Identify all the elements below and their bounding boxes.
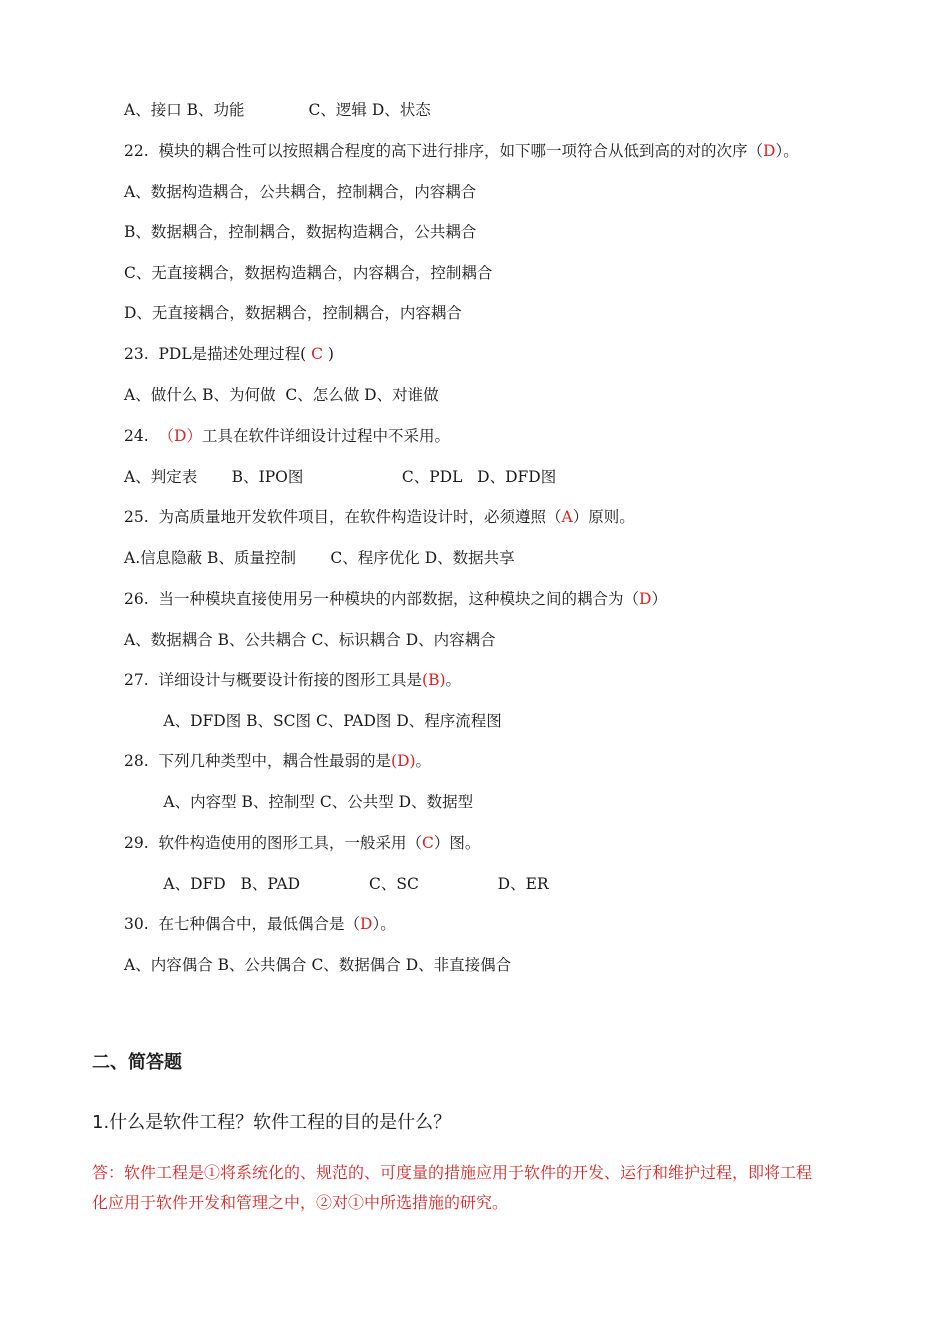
question-26: 26. 当一种模块直接使用另一种模块的内部数据，这种模块之间的耦合为（D） <box>124 590 667 608</box>
option-line: A.信息隐蔽 B、质量控制 C、程序优化 D、数据共享 <box>124 549 515 567</box>
question-29: 29. 软件构造使用的图形工具，一般采用（C）图。 <box>124 834 481 852</box>
question-25: 25. 为高质量地开发软件项目，在软件构造设计时，必须遵照（A）原则。 <box>124 508 635 526</box>
option-line: A、数据构造耦合，公共耦合，控制耦合，内容耦合 <box>124 183 477 201</box>
answer-mark: (D) <box>391 752 416 770</box>
answer-line: 化应用于软件开发和管理之中，②对①中所选措施的研究。 <box>92 1193 509 1212</box>
option-line: A、内容偶合 B、公共偶合 C、数据偶合 D、非直接偶合 <box>124 956 512 974</box>
question-24: 24. （D）工具在软件详细设计过程中不采用。 <box>124 427 450 445</box>
text-line: A、接口 B、功能 C、逻辑 D、状态 <box>124 101 431 119</box>
option-line: A、数据耦合 B、公共耦合 C、标识耦合 D、内容耦合 <box>124 631 496 649</box>
section-title: 二、简答题 <box>92 1052 182 1073</box>
option-line: A、DFD B、PAD C、SC D、ER <box>124 875 549 893</box>
answer-line: 答：软件工程是①将系统化的、规范的、可度量的措施应用于软件的开发、运行和维护过程，即将工程 <box>92 1163 813 1182</box>
option-line: A、DFD图 B、SC图 C、PAD图 D、程序流程图 <box>124 712 502 730</box>
question-30: 30. 在七种偶合中，最低偶合是（D）。 <box>124 915 396 933</box>
option-line: C、无直接耦合，数据构造耦合，内容耦合，控制耦合 <box>124 264 493 282</box>
answer-mark: D <box>360 915 373 933</box>
option-line: A、内容型 B、控制型 C、公共型 D、数据型 <box>124 793 474 811</box>
question-23: 23. PDL是描述处理过程( C ) <box>124 345 334 363</box>
option-line: D、无直接耦合，数据耦合，控制耦合，内容耦合 <box>124 304 462 322</box>
question-27: 27. 详细设计与概要设计衔接的图形工具是(B)。 <box>124 671 462 689</box>
answer-mark: D <box>639 590 652 608</box>
option-line: B、数据耦合，控制耦合，数据构造耦合，公共耦合 <box>124 223 477 241</box>
short-answer-question: 1.什么是软件工程？软件工程的目的是什么？ <box>92 1112 452 1133</box>
option-line: A、判定表 B、IPO图 C、PDL D、DFD图 <box>124 468 557 486</box>
answer-mark: C <box>306 345 328 363</box>
answer-mark: A <box>561 508 573 526</box>
answer-mark: （D） <box>158 427 202 445</box>
question-28: 28. 下列几种类型中，耦合性最弱的是(D)。 <box>124 752 432 770</box>
answer-mark: D <box>763 142 776 160</box>
question-22: 22. 模块的耦合性可以按照耦合程度的高下进行排序，如下哪一项符合从低到高的对的次序（D）。 <box>124 142 799 160</box>
option-line: A、做什么 B、为何做 C、怎么做 D、对谁做 <box>124 386 439 404</box>
answer-mark: (B) <box>422 671 446 689</box>
answer-mark: C <box>422 834 434 852</box>
